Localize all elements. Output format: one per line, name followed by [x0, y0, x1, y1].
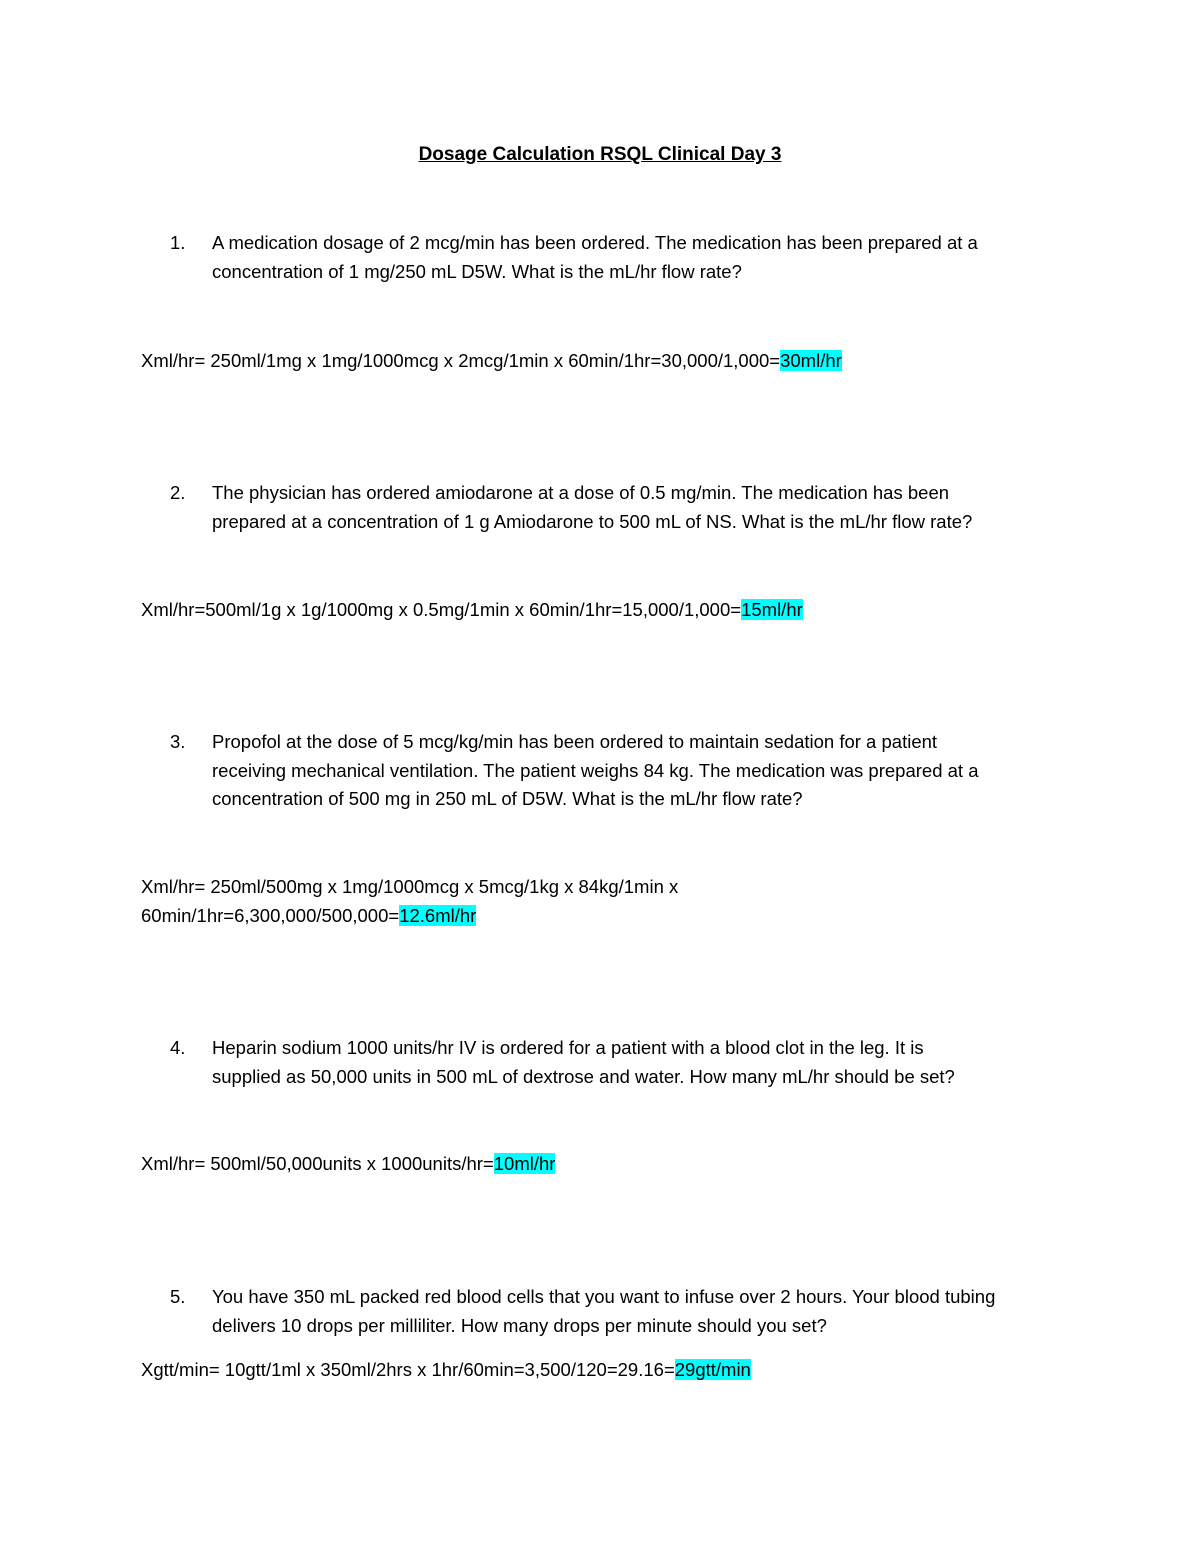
question-number: 1. [170, 232, 186, 253]
answer-calculation: Xml/hr=500ml/1g x 1g/1000mg x 0.5mg/1min x 60min/1hr=15,000/1,000= [141, 599, 742, 620]
answer-result-highlight: 15ml/hr [741, 599, 803, 620]
question-1 [170, 229, 1070, 286]
question-text-line: receiving mechanical ventilation. The patient weighs 84 kg. The medication was prepared at a [212, 759, 979, 781]
answer-calculation: Xml/hr= 250ml/1mg x 1mg/1000mcg x 2mcg/1min x 60min/1hr=30,000/1,000= [141, 350, 781, 371]
question-text-line: prepared at a concentration of 1 g Amiodarone to 500 mL of NS. What is the mL/hr flow rate? [212, 510, 973, 532]
document-title: Dosage Calculation RSQL Clinical Day 3 [418, 144, 782, 165]
answer-3 [141, 873, 1041, 930]
question-4 [170, 1034, 1070, 1091]
answer-result-highlight: 30ml/hr [780, 350, 842, 371]
answer-4 [141, 1150, 1041, 1179]
answer-2 [141, 596, 1041, 625]
answer-1 [141, 347, 1041, 376]
question-3 [170, 728, 1070, 814]
question-text-line: supplied as 50,000 units in 500 mL of dextrose and water. How many mL/hr should be set? [212, 1065, 955, 1087]
question-number: 3. [170, 731, 186, 752]
answer-result-highlight: 12.6ml/hr [399, 904, 477, 926]
question-text-line: Propofol at the dose of 5 mcg/kg/min has been ordered to maintain sedation for a patient [212, 731, 938, 752]
question-text-line: A medication dosage of 2 mcg/min has been ordered. The medication has been prepared at a [212, 232, 978, 253]
question-text-line: The physician has ordered amiodarone at a dose of 0.5 mg/min. The medication has been [212, 482, 950, 503]
question-text-line: Heparin sodium 1000 units/hr IV is ordered for a patient with a blood clot in the leg. It is [212, 1037, 924, 1058]
question-2 [170, 479, 1070, 536]
answer-calculation: 60min/1hr=6,300,000/500,000= [141, 904, 400, 926]
question-text-line: concentration of 500 mg in 250 mL of D5W. What is the mL/hr flow rate? [212, 788, 803, 809]
question-text-line: You have 350 mL packed red blood cells that you want to infuse over 2 hours. Your blood tubing [212, 1286, 996, 1307]
question-text-line: delivers 10 drops per milliliter. How many drops per minute should you set? [212, 1314, 827, 1336]
answer-calculation: Xml/hr= 250ml/500mg x 1mg/1000mcg x 5mcg/1kg x 84kg/1min x [141, 876, 679, 897]
answer-calculation: Xml/hr= 500ml/50,000units x 1000units/hr= [141, 1153, 494, 1174]
question-number: 5. [170, 1286, 186, 1307]
answer-5 [141, 1356, 1041, 1385]
answer-calculation: Xgtt/min= 10gtt/1ml x 350ml/2hrs x 1hr/60min=3,500/120=29.16= [141, 1359, 675, 1380]
question-number: 2. [170, 482, 186, 503]
answer-result-highlight: 10ml/hr [493, 1153, 556, 1174]
answer-result-highlight: 29gtt/min [674, 1359, 751, 1380]
question-5 [170, 1283, 1070, 1340]
question-number: 4. [170, 1037, 186, 1058]
question-text-line: concentration of 1 mg/250 mL D5W. What is the mL/hr flow rate? [212, 260, 742, 282]
